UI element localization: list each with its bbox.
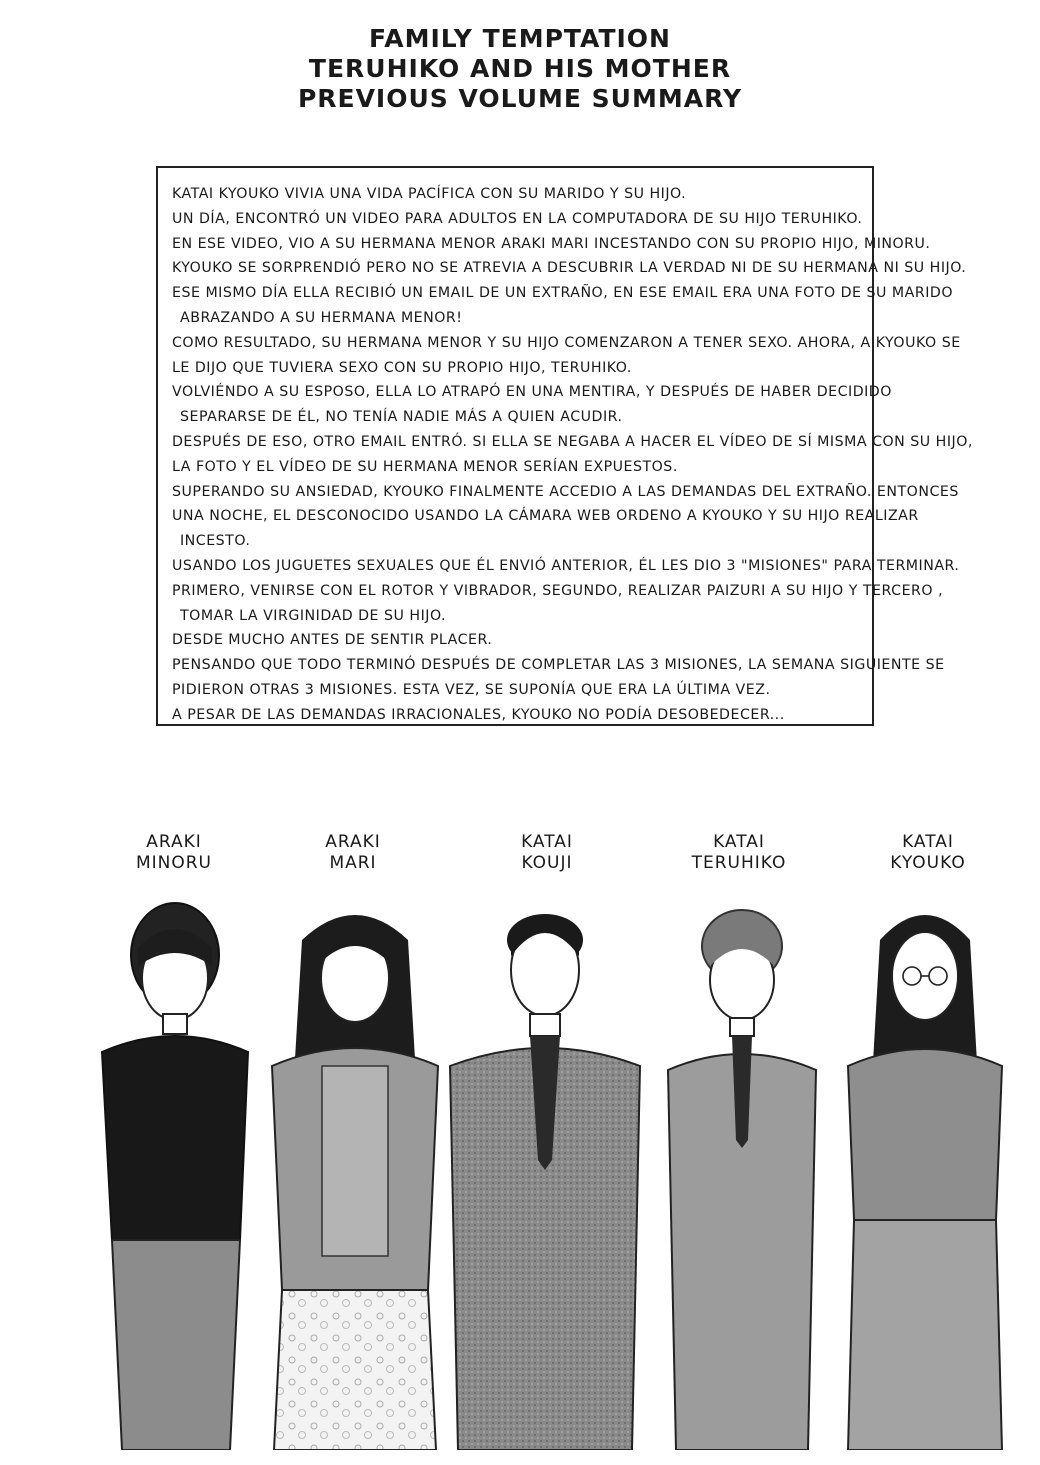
summary-line: LE DIJO QUE TUVIERA SEXO CON SU PROPIO HIJO, TERUHIKO. <box>172 359 632 376</box>
summary-line: PENSANDO QUE TODO TERMINÓ DESPUÉS DE COMPLETAR LAS 3 MISIONES, LA SEMANA SIGUIENTE SE <box>172 657 945 674</box>
summary-line: SUPERANDO SU ANSIEDAD, KYOUKO FINALMENTE ACCEDIO A LAS DEMANDAS DEL EXTRAÑO. ENTONCES <box>172 483 959 500</box>
character-given-name: KYOUKO <box>890 853 966 873</box>
character-given-name: MARI <box>329 853 377 873</box>
summary-box <box>156 166 973 726</box>
figure-araki-mari <box>272 915 438 1450</box>
page-title <box>0 24 1040 114</box>
summary-line: A PESAR DE LAS DEMANDAS IRRACIONALES, KYOUKO NO PODÍA DESOBEDECER... <box>172 706 785 723</box>
character-family-name: ARAKI <box>325 832 381 852</box>
summary-line: DESDE MUCHO ANTES DE SENTIR PLACER. <box>172 632 493 649</box>
character-name-katai-teruhiko <box>669 832 809 874</box>
character-name-katai-kyouko <box>858 832 998 874</box>
summary-line: SEPARARSE DE ÉL, NO TENÍA NADIE MÁS A QUIEN ACUDIR. <box>180 409 623 426</box>
character-family-name: KATAI <box>521 832 573 852</box>
title-line-1: FAMILY TEMPTATION <box>369 24 671 53</box>
summary-line: COMO RESULTADO, SU HERMANA MENOR Y SU HIJO COMENZARON A TENER SEXO. AHORA, A KYOUKO SE <box>172 334 961 351</box>
figure-katai-teruhiko <box>668 910 816 1450</box>
summary-line: EN ESE VIDEO, VIO A SU HERMANA MENOR ARAKI MARI INCESTANDO CON SU PROPIO HIJO, MINORU. <box>172 235 931 252</box>
figure-katai-kyouko <box>848 915 1002 1450</box>
summary-line: LA FOTO Y EL VÍDEO DE SU HERMANA MENOR SERÍAN EXPUESTOS. <box>172 458 678 475</box>
summary-line: DESPUÉS DE ESO, OTRO EMAIL ENTRÓ. SI ELLA SE NEGABA A HACER EL VÍDEO DE SÍ MISMA CON SU HIJO, <box>172 433 973 450</box>
character-name-katai-kouji <box>477 832 617 874</box>
summary-line: PIDIERON OTRAS 3 MISIONES. ESTA VEZ, SE SUPONÍA QUE ERA LA ÚLTIMA VEZ. <box>172 681 771 698</box>
character-name-araki-minoru <box>104 832 244 874</box>
character-given-name: TERUHIKO <box>691 853 787 873</box>
character-family-name: ARAKI <box>146 832 202 852</box>
summary-line: VOLVIÉNDO A SU ESPOSO, ELLA LO ATRAPÓ EN UNA MENTIRA, Y DESPUÉS DE HABER DECIDIDO <box>172 384 892 401</box>
character-family-name: KATAI <box>713 832 765 852</box>
summary-line: UN DÍA, ENCONTRÓ UN VIDEO PARA ADULTOS EN LA COMPUTADORA DE SU HIJO TERUHIKO. <box>172 210 863 227</box>
summary-line: KYOUKO SE SORPRENDIÓ PERO NO SE ATREVIA A DESCUBRIR LA VERDAD NI DE SU HERMANA NI SU HIJO. <box>172 260 967 277</box>
summary-line: KATAI KYOUKO VIVIA UNA VIDA PACÍFICA CON SU MARIDO Y SU HIJO. <box>172 186 687 202</box>
summary-line: UNA NOCHE, EL DESCONOCIDO USANDO LA CÁMARA WEB ORDENO A KYOUKO Y SU HIJO REALIZAR <box>172 508 919 525</box>
summary-line: USANDO LOS JUGUETES SEXUALES QUE ÉL ENVIÓ ANTERIOR, ÉL LES DIO 3 "MISIONES" PARA TERMINAR. <box>172 557 960 574</box>
character-name-araki-mari <box>283 832 423 874</box>
title-line-2: TERUHIKO AND HIS MOTHER <box>308 54 732 83</box>
summary-line: ESE MISMO DÍA ELLA RECIBIÓ UN EMAIL DE UN EXTRAÑO, EN ESE EMAIL ERA UNA FOTO DE SU MARIDO <box>172 285 954 302</box>
summary-line: INCESTO. <box>180 533 251 550</box>
title-line-3: PREVIOUS VOLUME SUMMARY <box>297 84 743 113</box>
summary-line: ABRAZANDO A SU HERMANA MENOR! <box>180 309 463 326</box>
character-illustrations <box>0 870 1040 1450</box>
summary-line: TOMAR LA VIRGINIDAD DE SU HIJO. <box>180 607 447 624</box>
character-family-name: KATAI <box>902 832 954 852</box>
figure-araki-minoru <box>102 903 248 1450</box>
summary-line: PRIMERO, VENIRSE CON EL ROTOR Y VIBRADOR, SEGUNDO, REALIZAR PAIZURI A SU HIJO Y TERCERO , <box>172 582 944 599</box>
character-given-name: MINORU <box>135 853 213 873</box>
character-given-name: KOUJI <box>521 853 573 873</box>
figure-katai-kouji <box>450 914 640 1450</box>
